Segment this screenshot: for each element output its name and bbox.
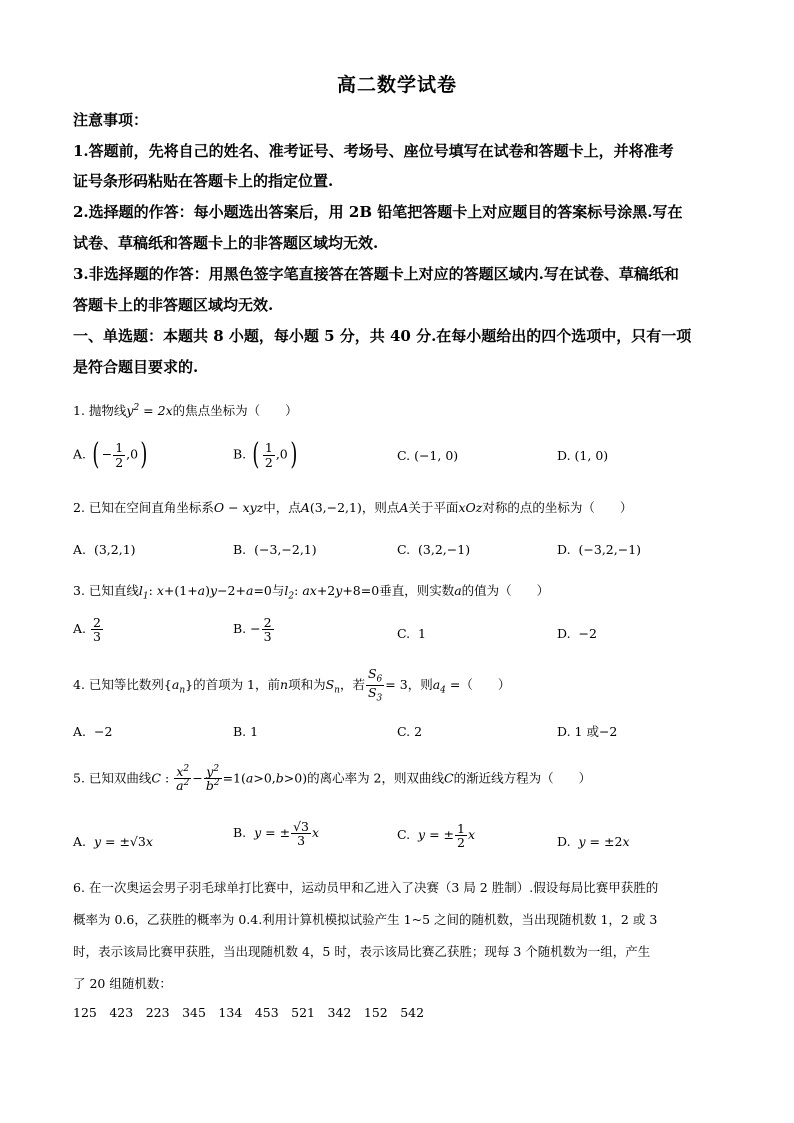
question-6-line-3: 时，表示该局比赛甲获胜，当出现随机数 4，5 时，表示该局比赛乙获胜；现每 3 个随机数为一组，产生 bbox=[73, 944, 651, 959]
question-6-line-2: 概率为 0.6，乙获胜的概率为 0.4.利用计算机模拟试验产生 1~5 之间的随机数，当出现随机数 1，2 或 3 bbox=[73, 912, 658, 927]
q5-option-d: D. y = ±2x bbox=[557, 834, 630, 849]
q2-option-c: C. (3,2,−1) bbox=[397, 542, 471, 557]
question-2: 2. 已知在空间直角坐标系O − xyz中，点A(3,−2,1)，则点A关于平面xOz对称的点的坐标为（ ） bbox=[73, 500, 633, 515]
section1-line-2: 是符合题目要求的. bbox=[73, 358, 199, 376]
q1-option-c: C. (−1, 0) bbox=[397, 448, 459, 463]
q2-option-d: D. (−3,2,−1) bbox=[557, 542, 642, 557]
random-numbers-row: 125 423 223 345 134 453 521 342 152 542 bbox=[73, 1005, 425, 1020]
question-1: 1. 抛物线$y^2 = 2x$的焦点坐标为（ ） bbox=[73, 403, 298, 419]
notes-line-2: 证号条形码粘贴在答题卡上的指定位置. bbox=[73, 172, 334, 190]
q3-option-c: C. 1 bbox=[397, 626, 426, 641]
q4-option-d: D. 1 或−2 bbox=[557, 724, 618, 739]
question-4: 4. 已知等比数列$\{a_n\}$的首项为 1，前n项和为$S_n$，若 $\frac{S_6}{S_3}$ = 3，则$a_4$ =（ ） bbox=[73, 666, 511, 704]
q1-option-d: D. (1, 0) bbox=[557, 448, 609, 463]
q3-option-a: A. $\frac{2}{3}$ bbox=[73, 615, 101, 645]
q5-option-c: C. y = ± $\frac{1}{2}$ x bbox=[397, 821, 476, 851]
q3-option-d: D. −2 bbox=[557, 626, 597, 641]
q2-option-a: A. (3,2,1) bbox=[73, 542, 136, 557]
question-6-line-1: 6. 在一次奥运会男子羽毛球单打比赛中，运动员甲和乙进入了决赛（3 局 2 胜制）.假设每局比赛甲获胜的 bbox=[73, 880, 659, 895]
section1-line-1: 一、单选题：本题共 8 小题，每小题 5 分，共 40 分.在每小题给出的四个选项中，只有一项 bbox=[73, 327, 692, 345]
question-3: 3. 已知直线$l_1$: x+(1+a)y−2+a=0与$l_2$: ax+2y+8=0垂直，则实数a的值为（ ） bbox=[73, 583, 550, 602]
q1-equation: $y^2 = 2x$ bbox=[126, 403, 173, 419]
notes-line-5: 3.非选择题的作答：用黑色签字笔直接答在答题卡上对应的答题区域内.写在试卷、草稿纸和 bbox=[73, 265, 679, 283]
q2-option-b: B. (−3,−2,1) bbox=[233, 542, 317, 557]
q1-option-a: A. ( − $\frac{1}{2}$ ,0) bbox=[73, 437, 148, 472]
q4-option-b: B. 1 bbox=[233, 724, 259, 739]
question-6-line-4: 了 20 组随机数： bbox=[73, 976, 172, 991]
q5-option-a: A. y = ±√3x bbox=[73, 834, 153, 849]
q4-option-a: A. −2 bbox=[73, 724, 113, 739]
q5-option-b: B. y = ± $\frac{√3}{3}$ x bbox=[233, 819, 320, 849]
notes-line-1: 1.答题前，先将自己的姓名、准考证号、考场号、座位号填写在试卷和答题卡上，并将准考 bbox=[73, 142, 674, 160]
q4-option-c: C. 2 bbox=[397, 724, 423, 739]
notes-heading: 注意事项： bbox=[73, 111, 149, 129]
page-title: 高二数学试卷 bbox=[336, 74, 457, 96]
question-5: 5. 已知双曲线C : $\frac{x^2}{a^2}$ − $\frac{y^2}{b^2}$ =1(a>0,b>0)的离心率为 2，则双曲线C的渐近线方程为（ ） bbox=[73, 764, 592, 794]
q1-option-b: B. ( $\frac{1}{2}$ ,0) bbox=[233, 437, 298, 472]
q3-option-b: B. − $\frac{2}{3}$ bbox=[233, 615, 272, 645]
notes-line-6: 答题卡上的非答题区域均无效. bbox=[73, 296, 274, 314]
notes-line-3: 2.选择题的作答：每小题选出答案后，用 2B 铅笔把答题卡上对应题目的答案标号涂黑.写在 bbox=[73, 203, 683, 221]
notes-line-4: 试卷、草稿纸和答题卡上的非答题区域均无效. bbox=[73, 234, 379, 252]
